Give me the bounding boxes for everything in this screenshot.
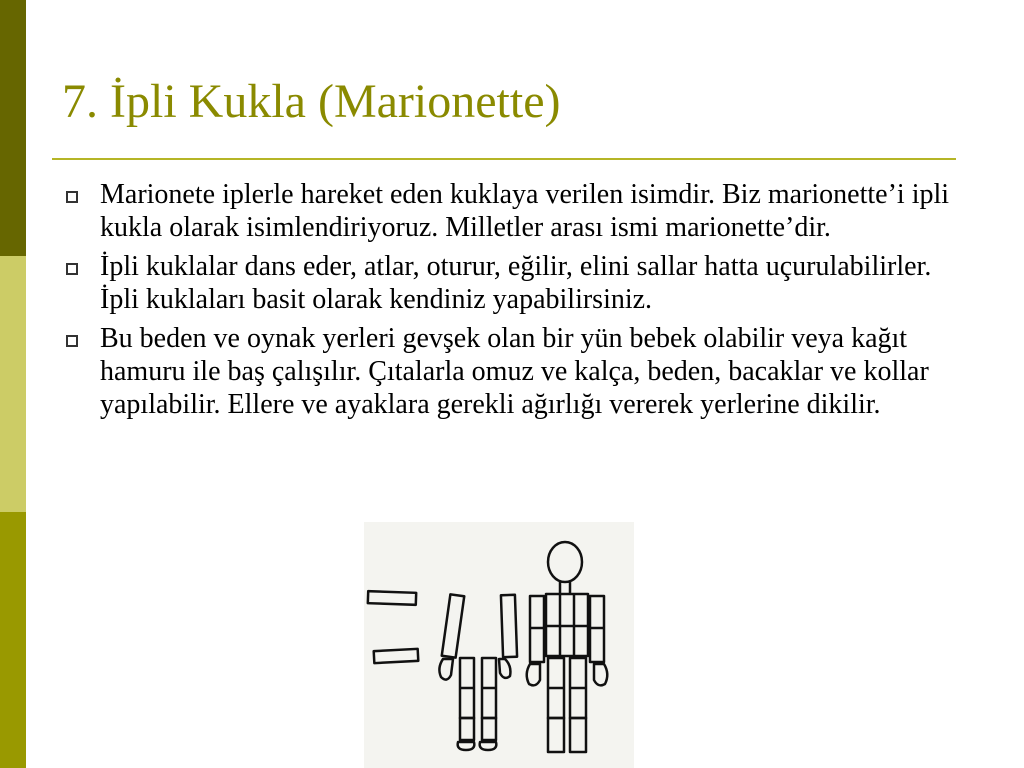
marionette-drawing: [364, 522, 634, 768]
bullet-item: [64, 250, 964, 316]
bullet-item: [64, 178, 964, 244]
title-underline: [52, 158, 956, 160]
square-bullet-icon: [66, 263, 78, 275]
bullet-item: [64, 322, 964, 421]
sidebar-segment-bottom: [0, 512, 26, 768]
square-bullet-icon: [66, 335, 78, 347]
sidebar-segment-middle: [0, 256, 26, 512]
bullet-text: Bu beden ve oynak yerleri gevşek olan bir yün bebek olabilir veya kağıt hamuru ile baş çalışılır. Çıtalarla omuz ve kalça, beden, bacaklar ve kollar yapılabilir. Ellere ve ayaklara gerekli ağırlığı vererek yerlerine dikilir.: [100, 323, 929, 420]
bullet-list: [64, 178, 964, 427]
bullet-text: İpli kuklalar dans eder, atlar, oturur, eğilir, elini sallar hatta uçurulabilirler. İpli kuklaları basit olarak kendiniz yapabilirsiniz.: [100, 251, 932, 315]
bullet-text: Marionete iplerle hareket eden kuklaya verilen isimdir. Biz marionette’i ipli kukla olarak isimlendiriyoruz. Milletler arası ismi marionette’dir.: [100, 179, 950, 243]
sidebar-segment-top: [0, 0, 26, 256]
square-bullet-icon: [66, 191, 78, 203]
slide-title: 7. İpli Kukla (Marionette): [62, 75, 561, 128]
marionette-drawing-svg: [364, 522, 634, 768]
sidebar-decoration: [0, 0, 26, 768]
figure-paper: [364, 522, 634, 768]
